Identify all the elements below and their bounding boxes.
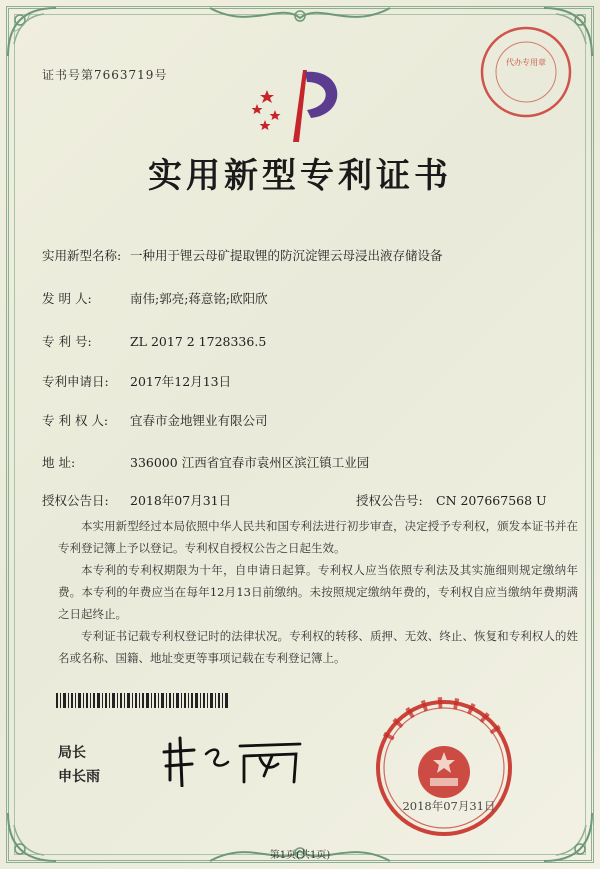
field-announce-number [356, 491, 547, 509]
field-label: 专 利 权 人: [42, 413, 109, 428]
field-patentee [42, 411, 268, 429]
director-block [58, 741, 100, 789]
director-title: 局长 [58, 745, 86, 761]
body-paragraph: 本实用新型经过本局依照中华人民共和国专利法进行初步审查，决定授予专利权，颁发本证书并在专利登记簿上予以登记。专利权自授权公告之日起生效。 [58, 519, 578, 555]
flourish-ornament-icon [200, 2, 400, 32]
field-label: 专 利 号: [42, 334, 92, 349]
agency-seal-icon [478, 24, 574, 120]
page-number: 第1页(共1页) [269, 850, 331, 861]
field-label: 地 址: [42, 455, 76, 470]
field-inventors [42, 289, 268, 307]
corner-ornament-icon [4, 4, 60, 60]
body-paragraph: 专利证书记载专利权登记时的法律状况。专利权的转移、质押、无效、终止、恢复和专利权人的姓名或名称、国籍、地址变更等事项记载在专利登记簿上。 [58, 629, 578, 665]
field-value: 南伟;郭亮;蒋意铭;欧阳欣 [130, 291, 268, 306]
field-utility-name [42, 246, 443, 264]
seal-date: 2018年07月31日 [402, 799, 496, 813]
official-seal-icon [358, 694, 530, 842]
field-value: ZL 2017 2 1728336.5 [130, 334, 267, 349]
page-title: 实用新型专利证书 [148, 156, 452, 196]
field-label: 发 明 人: [42, 291, 92, 306]
field-label: 实用新型名称: [42, 248, 122, 263]
certificate-number: 证书号第7663719号 [42, 68, 168, 82]
patent-office-logo-icon [245, 62, 355, 147]
field-value: 宜春市金地锂业有限公司 [130, 413, 268, 428]
field-address [42, 453, 369, 471]
field-label: 专利申请日: [42, 374, 109, 389]
field-patent-number [42, 332, 266, 350]
body-paragraph: 本专利的专利权期限为十年，自申请日起算。专利权人应当依照专利法及其实施细则规定缴纳年费。本专利的年费应当在每年12月13日前缴纳。未按照规定缴纳年费的，专利权自应当缴纳年费期满之日起终止。 [58, 563, 578, 621]
field-value: 2017年12月13日 [130, 374, 232, 389]
signature-icon [160, 732, 310, 787]
field-value: CN 207667568 U [436, 493, 547, 508]
field-label: 授权公告号: [356, 493, 423, 508]
director-name: 申长雨 [58, 769, 100, 785]
field-value: 一种用于锂云母矿提取锂的防沉淀锂云母浸出液存储设备 [130, 248, 443, 263]
field-label: 授权公告日: [42, 493, 109, 508]
field-value: 336000 江西省宜春市袁州区滨江镇工业园 [130, 455, 370, 470]
field-filing-date [42, 372, 231, 390]
barcode-icon [56, 693, 230, 708]
agency-seal-label: 代办专用章 [506, 58, 546, 67]
field-announce-date [42, 491, 231, 509]
field-value: 2018年07月31日 [130, 493, 232, 508]
